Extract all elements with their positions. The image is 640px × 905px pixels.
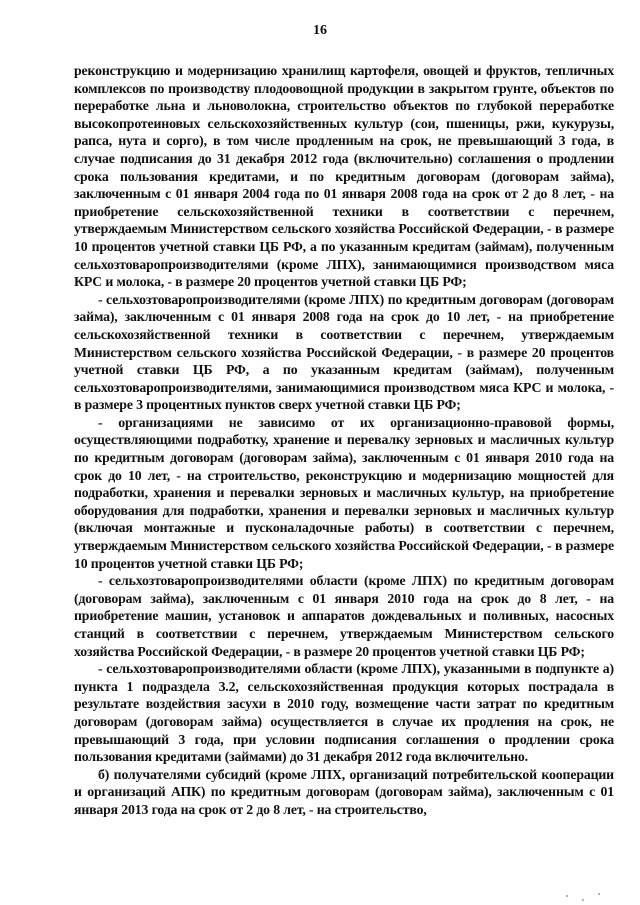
paragraph-drought-2010: - сельхозтоваропроизводителями области (кроме ЛПХ), указанными в подпункте а) пункта 1 подраздела 3.2, сельскохозяйственная продукция которых пострадала в результате воздействия засухи в 2010 году, возмещение части затрат по кредитным договорам (договорам займа) осуществляется в случае их продления на срок, не превышающий 3 года, при условии подписания соглашения о продлении срока пользования кредитами (займами) до 31 декабря 2012 года включительно.	[74, 661, 614, 765]
scan-speck	[598, 893, 600, 895]
scan-speck	[566, 895, 568, 897]
scan-speck	[582, 899, 584, 901]
scan-artifacts	[560, 865, 640, 905]
paragraph-grain-storage-organizations: - организациями не зависимо от их организационно-правовой формы, осуществляющими подработку, хранение и перевалку зерновых и масличных культур по кредитным договорам (договорам займа), заключенным с 01 января 2010 года на срок до 10 лет, - на строительство, реконструкцию и модернизацию мощностей для подработки, хранения и перевалки зерновых и масличных культур, на приобретение оборудования для подработки, хранения и перевалки зерновых и масличных культур (включая монтажные и пусконаладочные работы) в соответствии с перечнем, утверждаемым Министерством сельского хозяйства Российской Федерации, - в размере 10 процентов учетной ставки ЦБ РФ;	[74, 414, 614, 571]
paragraph-continuation: реконструкцию и модернизацию хранилищ картофеля, овощей и фруктов, тепличных комплексов по производству плодоовощной продукции в закрытом грунте, объектов по переработке льна и льноволокна, строительство объектов по глубокой переработке высокопротеиновых сельскохозяйственных культур (сои, пшеницы, ржи, кукурузы, рапса, нута и сорго), в том числе продленным на срок, не превышающий 3 года, в случае подписания до 31 декабря 2012 года (включительно) соглашения о продлении срока пользования кредитами, и по кредитным договорам (договорам займа), заключенным с 01 января 2004 года по 01 января 2008 года на срок от 2 до 8 лет, - на приобретение сельскохозяйственной техники в соответствии с перечнем, утверждаемым Министерством сельского хозяйства Российской Федерации, - в размере 10 процентов учетной ставки ЦБ РФ, а по указанным кредитам (займам), полученным сельхозтоваропроизводителями (кроме ЛПХ), занимающимися производством мяса КРС и молока, - в размере 20 процентов учетной ставки ЦБ РФ;	[74, 63, 614, 290]
paragraph-subsidy-recipients-b: б) получателями субсидий (кроме ЛПХ, организаций потребительской кооперации и организаций АПК) по кредитным договорам (договорам займа), заключенным с 01 января 2013 года на срок от 2 до 8 лет, - на строительство,	[74, 766, 614, 817]
paragraph-irrigation-equipment: - сельхозтоваропроизводителями области (кроме ЛПХ) по кредитным договорам (договорам займа), заключенным с 01 января 2010 года на срок до 8 лет, - на приобретение машин, установок и аппаратов дождевальных и поливных, насосных станций в соответствии с перечнем, утверждаемым Министерством сельского хозяйства Российской Федерации, - в размере 20 процентов учетной ставки ЦБ РФ;	[74, 573, 614, 659]
paragraph-agri-machinery-2008: - сельхозтоваропроизводителями (кроме ЛПХ) по кредитным договорам (договорам займа), заключенным с 01 января 2008 года на срок до 10 лет, - на приобретение сельскохозяйственной техники в соответствии с перечнем, утверждаемым Министерством сельского хозяйства Российской Федерации, - в размере 20 процентов учетной ставки ЦБ РФ, а по указанным кредитам (займам), полученным сельхозтоваропроизводителями, занимающимися производством мяса КРС и молока, - в размере 3 процентных пунктов сверх учетной ставки ЦБ РФ;	[74, 291, 614, 413]
document-body	[74, 62, 614, 819]
page-number: 16	[313, 23, 327, 38]
